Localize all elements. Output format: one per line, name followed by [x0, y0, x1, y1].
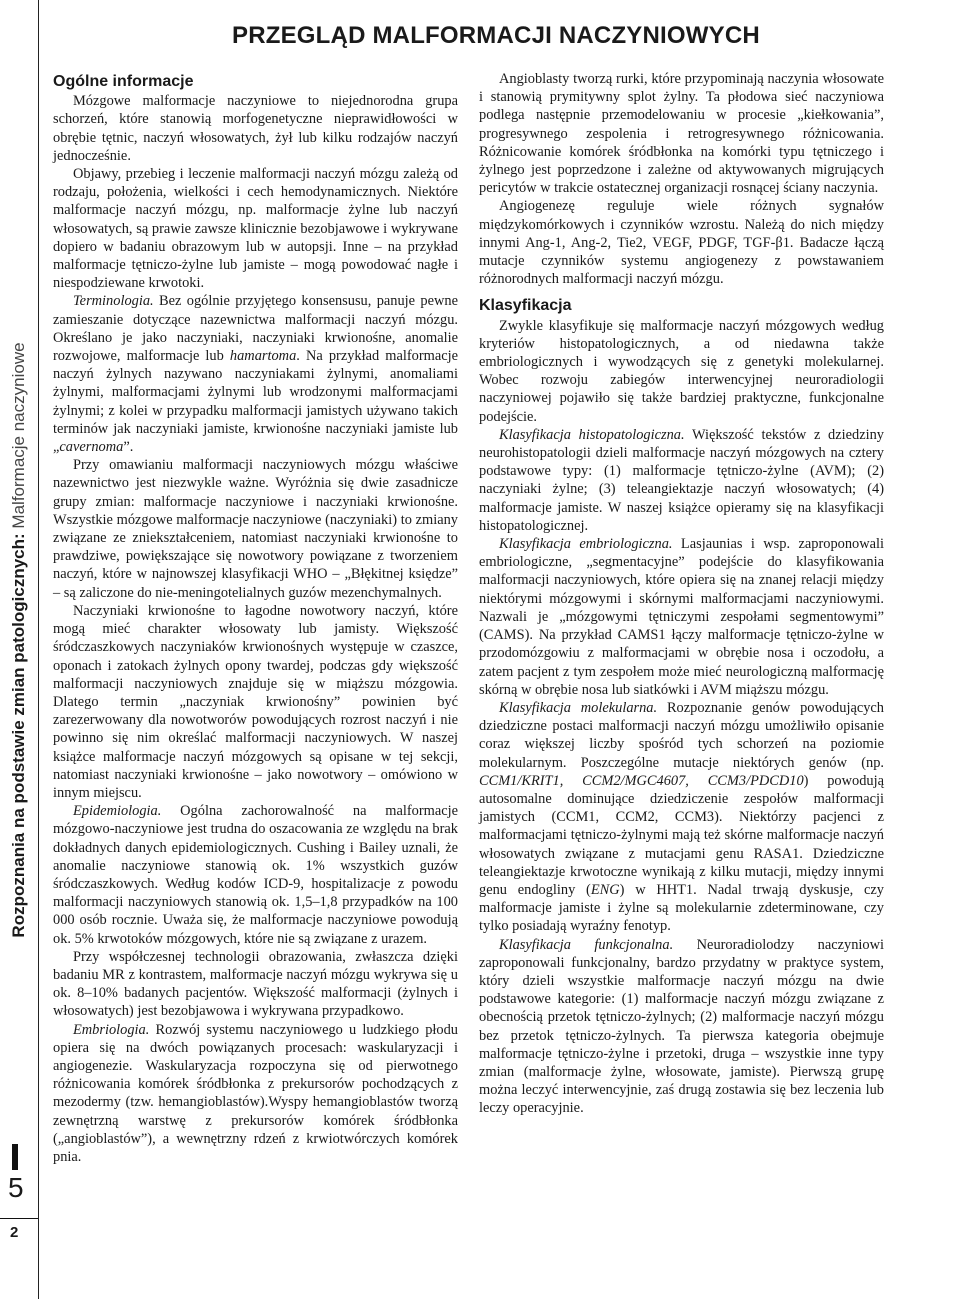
- right-column: [479, 70, 884, 1118]
- run-in-heading: Epidemiologia.: [73, 803, 162, 820]
- run-in-heading: Klasyfikacja funkcjonalna.: [499, 936, 674, 953]
- text: Rozwój systemu naczyniowego u ludzkiego płodu opiera się na dwóch powiązanych procesach: waskularyzacji i angiogenezie. Waskularyzacja rozpoczyna się od pierwotnego różnicowania komórek śródbłonka z prekursorów pochodzących z mezodermy (tzw. hemangioblastów).Wyspy hemangioblastów tworzą zewnętrzną warstwę z prekursorów komórek śródbłonka („angioblastów”), a wewnętrzny rdzeń z krwiotwórczych komórek pnia.: [53, 1021, 458, 1165]
- run-in-heading: Terminologia.: [73, 293, 154, 310]
- term-cavernoma: cavernoma: [59, 439, 124, 456]
- running-header: [9, 342, 29, 937]
- chapter-marker-bar: [12, 1144, 18, 1170]
- paragraph: Angioblasty tworzą rurki, które przypominają naczynia włosowate i stanowią prymitywny splot żylny. Ta płodowa sieć naczyniowa podlega następnie przemodelowaniu w procesie „kiełkowania”, progresywnego zespolenia i retrogresywnego różnicowania. Różnicowanie komórek śródbłonka na komórki typu tętniczego i żylnego jest poprzedzone i zależne od aktywowanych migrujących pericytów w trakcie ostatecznej organizacji rosnącej ściany naczynia.: [479, 71, 884, 197]
- running-header-section: Rozpoznania na podstawie zmian patologicznych:: [9, 533, 28, 938]
- text: Rozpoznanie genów powodujących dziedziczne postaci malformacji naczyń mózgu umożliwiło opisanie coraz większej liczby spośród tych schorzeń na poziomie molekularnym. Poszczególne mutacje niektórych genów (np.: [479, 699, 885, 771]
- paragraph-functional: [479, 936, 884, 1118]
- text: Lasjaunias i wsp. zaproponowali embriologiczne, „segmentacyjne” podejście do klasyfikowania malformacji naczyniowych, które opiera się na znanej relacji między niektórymi mózgowymi i skórnymi malformacjami naczyniowymi. Nazwali je „mózgowymi tętniczymi zespołami segmentowymi” (CAMS). Na przykład CAMS1 łączy malformacje tętniczo-żylne w przodomózgowiu z malformacjami w obrębie nosa i oczodołu, a zatem pacjent z tym zespołem może mieć neurologiczną malformację skórną w obrębie nosa lub siatkówki i AVM miąższu mózgu.: [479, 536, 885, 698]
- page-title: PRZEGLĄD MALFORMACJI NACZYNIOWYCH: [232, 22, 760, 49]
- left-column: [53, 70, 458, 1166]
- text: ”.: [123, 439, 134, 456]
- paragraph: Angiogenezę reguluje wiele różnych sygnałów międzykomórkowych i czynników wzrostu. Należą do nich między innymi Ang-1, Ang-2, Tie2, VEGF, PDGF, TGF-β1. Badacze łączą mutacje czynników systemu angiogenezy z powstawaniem różnorodnych malformacji naczyń mózgu.: [479, 198, 884, 288]
- heading-general-info: Ogólne informacje: [53, 73, 194, 90]
- run-in-heading: Klasyfikacja molekularna.: [499, 699, 658, 716]
- text: Bez ogólnie przyjętego konsensusu, panuje pewne zamieszanie dotyczące nazewnictwa malformacji naczyń mózgu. Określano je jako naczyniaki, naczyniaki krwionośne, anomalie rozwojowe, malformacje lub: [53, 293, 458, 365]
- paragraph: Mózgowe malformacje naczyniowe to niejednorodna grupa schorzeń, które stanowią morfogenetyczne nieprawidłowości w obrębie tętnic, naczyń włosowatych, żył lub kilku rodzajów naczyń jednocześnie.: [53, 93, 458, 164]
- text: ) w HHT1. Nadal trwają dyskusje, czy malformacje jamiste i żylne są molekularnie zdeterminowane, czy tylko posiadają wyraźny fenotyp.: [479, 881, 884, 935]
- paragraph: Naczyniaki krwionośne to łagodne nowotwory naczyń, które mogą mieć charakter włosowaty lub jamisty. Większość śródczaszkowych naczyniaków krwionośnych występuje w czaszce, oponach i zatokach żylnych opony twardej, podczas gdy większość malformacji naczyniowych znajduje się w miąższu mózgowia. Dlatego termin „naczyniak krwionośny” powinien być zarezerwowany dla nowotworów powodujących rozrost naczyń i nie powinno się nim określać malformacji naczyniowych. W naszej książce malformacje naczyń mózgowych są opisane w tej sekcji, natomiast naczyniaki krwionośne – jako nowotwory – omówiono w innym miejscu.: [53, 602, 458, 801]
- text: Większość tekstów z dziedziny neurohistopatologii dzieli malformacje naczyń mózgowych na cztery podstawowe typy: (1) malformacje tętniczo-żylne (AVM); (2) naczyniaki żylne; (3) teleangiektazje naczyń włosowatych; (4) malformacje jamiste. W naszej książce opieramy się na klasyfikacji histopatologicznej.: [479, 426, 884, 534]
- paragraph: Przy współczesnej technologii obrazowania, zwłaszcza dzięki badaniu MR z kontrastem, malformacje naczyń mózgu wykrywa się u ok. 8–10% badanych pacjentów. Większość malformacji (żylnych i włosowatych) jest bezobjawowa i wykrywana przypadkowo.: [53, 948, 458, 1020]
- paragraph-terminology: [53, 292, 458, 456]
- running-header-topic: Malformacje naczyniowe: [9, 342, 28, 529]
- run-in-heading: Klasyfikacja histopatologiczna.: [499, 426, 685, 443]
- chapter-number: 5: [8, 1172, 24, 1203]
- text: ) powodują autosomalne dominujące dziedziczenie zespołów malformacji jamistych (CCM1, CCM2, CCM3). Niektórzy pacjenci z malformacjami tętniczo-żylnymi mają też skórne malformacje naczyń włosowatych związane z mutacjami genu RASA1. Dziedziczne teleangiektazje krwotoczne wynikają z kilku mutacji, między innymi genu endogliny (: [479, 772, 884, 898]
- paragraph-epidemiology: [53, 802, 458, 948]
- paragraph: Objawy, przebieg i leczenie malformacji naczyń mózgu zależą od rodzaju, położenia, wielkości i cech hemodynamicznych. Niektóre malformacje naczyń mózgu, np. malformacje żylne lub naczyń włosowatych, są prawie zawsze klinicznie bezobjawowe i wykrywane dopiero w badaniu obrazowym lub w autopsji. Inne – na przykład malformacje tętniczo-żylne lub jamiste – mogą powodować nagłe i niespodziewane krwotoki.: [53, 166, 458, 292]
- paragraph: Zwykle klasyfikuje się malformacje naczyń mózgowych według kryteriów histopatologicznych, a od niedawna także embriologicznych i wywodzących się z genetyki molekularnej. Wobec rozwoju zabiegów interwencyjnej neuroradiologii naczyniowej pojawiło się także bardziej praktyczne, funkcjonalne podejście.: [479, 317, 884, 425]
- paragraph-histopathological: [479, 426, 884, 535]
- paragraph-embryological: [479, 535, 884, 699]
- page-number-rule: [0, 1218, 38, 1219]
- paragraph-molecular: [479, 699, 884, 936]
- term-hamartoma: hamartoma: [229, 348, 297, 365]
- gene-eng: ENG: [590, 881, 620, 898]
- gene-names: CCM1/KRIT1, CCM2/MGC4607, CCM3/PDCD10: [479, 772, 804, 789]
- paragraph-embryology: [53, 1021, 458, 1167]
- text: . Na przykład malformacje naczyń żylnych nazywano naczyniakami żylnymi, anomaliami żylnymi, malformacjami żylnymi lub wrodzonymi malformacjami żylnymi; z kolei w przypadku malformacji jamistych używano takich terminów jak naczyniaki jamiste, krwionośne naczyniaki jamiste lub „: [53, 348, 458, 456]
- text: Ogólna zachorowalność na malformacje mózgowo-naczyniowe jest trudna do oszacowania ze względu na brak dokładnych danych epidemiologicznych. Cushing i Bailey uznali, że anomalie naczyniowe stanowią ok. 1% wszystkich guzów śródczaszkowych. Według kodów ICD-9, hospitalizacje z powodu malformacji naczyniowych stanowią ok. 1,5–1,8 przypadków na 100 000 osób rocznie. Uważa się, że malformacje naczyniowe powodują ok. 5% krwotoków mózgowych, które nie są związane z urazem.: [53, 803, 458, 947]
- text: Neuroradiolodzy naczyniowi zaproponowali funkcjonalny, bardzo przydatny w praktyce system, który dzieli wszystkie malformacje naczyń mózgu na dwie podstawowe kategorie: (1) malformacje naczyń mózgu związane z obecnością przetok tętniczo-żylnych; (2) malformacje naczyń mózgu bez przetok tętniczo-żylnych. Ta pierwsza kategoria obejmuje malformacje tętniczo-żylne i przetoki, druga – wszystkie inne typy zmian (malformacje żylne, włosowate, jamiste). Pierwszą grupę można leczyć interwencyjnie, zaś drugą zostawia się bez leczenia lub leczy operacyjnie.: [479, 936, 884, 1117]
- sidebar: [0, 0, 39, 1299]
- heading-classification: Klasyfikacja: [479, 297, 572, 315]
- run-in-heading: Klasyfikacja embriologiczna.: [499, 536, 673, 553]
- page-number: 2: [10, 1224, 19, 1241]
- paragraph: Przy omawianiu malformacji naczyniowych mózgu właściwe nazewnictwo jest niezwykle ważne. Wyróżnia się dwie zasadnicze grupy zmian: malformacje naczyniowe i naczyniaki krwionośne. Wszystkie mózgowe malformacje naczyniowe (naczyniaki) to zmiany związane ze zniekształceniem, natomiast naczyniaki krwionośne to prawdziwe, powiększające się nowotwory powiązane z tworzeniem naczyń, które w najnowszej klasyfikacji WHO – „Błękitnej księdze” – są zaliczone do nie-meningotelialnych guzów mezenchymalnych.: [53, 457, 458, 601]
- run-in-heading: Embriologia.: [73, 1021, 150, 1038]
